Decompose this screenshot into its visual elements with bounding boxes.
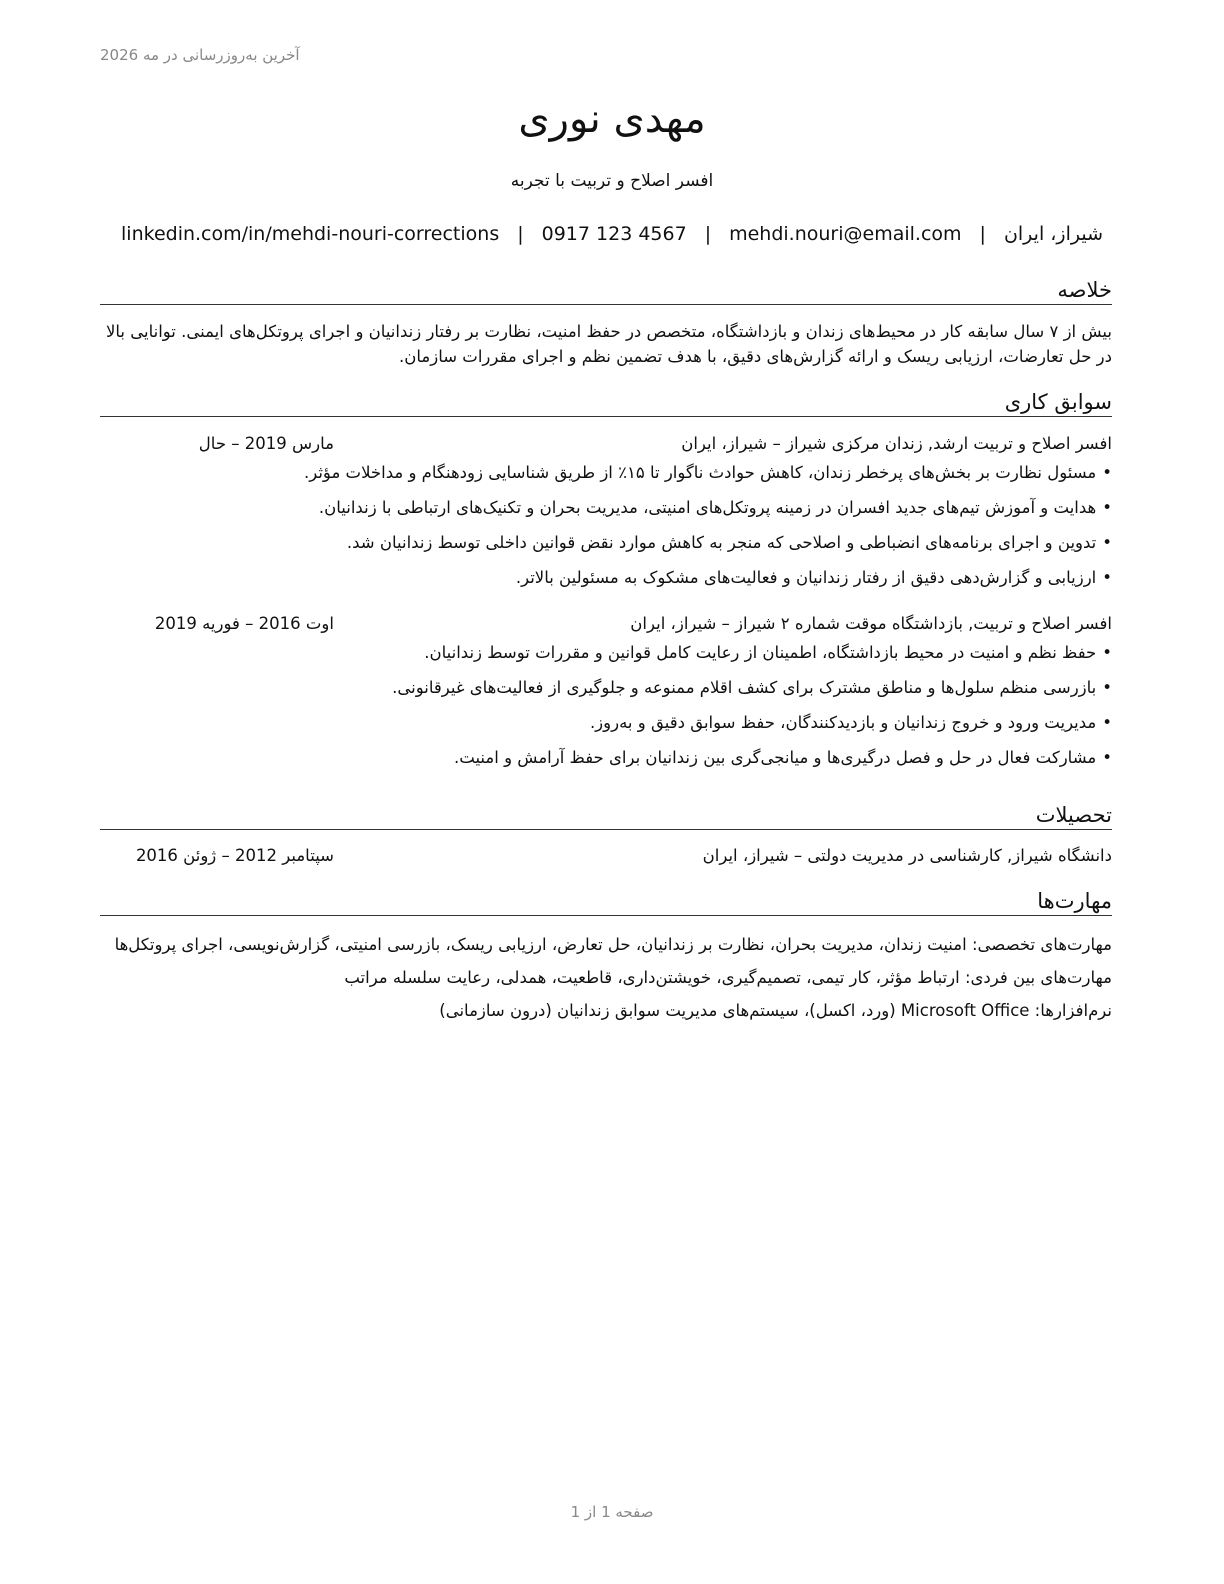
contact-line — [0, 223, 1224, 245]
job-header — [100, 434, 1112, 460]
last-updated: آخرین به‌روزرسانی در مه 2026 — [100, 46, 300, 64]
skill-line: مهارت‌های بین فردی: ارتباط مؤثر، کار تیمی، تصمیم‌گیری، خویشتن‌داری، قاطعیت، همدلی، رعایت سلسله مراتب — [344, 968, 1112, 987]
summary-section — [100, 276, 1112, 369]
job-entry — [100, 614, 1112, 775]
contact-separator: | — [979, 223, 986, 245]
job-dates: مارس 2019 – حال — [198, 434, 334, 453]
contact-separator: | — [517, 223, 524, 245]
contact-location: شیراز، ایران — [1003, 223, 1103, 245]
education-heading: تحصیلات — [100, 801, 1112, 830]
experience-section — [100, 388, 1112, 775]
job-bullets — [100, 635, 1112, 775]
job-bullet: • مدیریت ورود و خروج زندانیان و بازدیدکنندگان، حفظ سوابق دقیق و به‌روز. — [100, 705, 1112, 740]
skill-line: مهارت‌های تخصصی: امنیت زندان، مدیریت بحران، نظارت بر زندانیان، حل تعارض، ارزیابی ریسک، بازرسی امنیتی، گزارش‌نویسی، اجرای پروتکل‌ها — [114, 935, 1112, 954]
experience-heading: سوابق کاری — [100, 388, 1112, 417]
job-title: افسر اصلاح و تربیت, بازداشتگاه موقت شماره ۲ شیراز – شیراز، ایران — [630, 614, 1112, 633]
page-number: صفحه 1 از 1 — [570, 1503, 654, 1521]
contact-phone[interactable]: 0917 123 4567 — [541, 223, 687, 245]
contact-email[interactable]: mehdi.nouri@email.com — [729, 223, 962, 245]
job-header — [100, 614, 1112, 640]
education-institution: دانشگاه شیراز, کارشناسی در مدیریت دولتی – شیراز، ایران — [702, 846, 1112, 865]
job-bullet: • مشارکت فعال در حل و فصل درگیری‌ها و میانجی‌گری بین زندانیان برای حفظ آرامش و امنیت. — [100, 740, 1112, 775]
contact-linkedin[interactable]: linkedin.com/in/mehdi-nouri-corrections — [121, 223, 500, 245]
education-entry — [100, 846, 1112, 872]
job-bullet: • حفظ نظم و امنیت در محیط بازداشتگاه، اطمینان از رعایت کامل قوانین و مقررات توسط زندانیان. — [100, 635, 1112, 670]
job-bullet: • تدوین و اجرای برنامه‌های انضباطی و اصلاحی که منجر به کاهش موارد نقض قوانین داخلی توسط زندانیان شد. — [100, 525, 1112, 560]
contact-separator: | — [704, 223, 712, 245]
job-entry — [100, 434, 1112, 595]
job-dates: اوت 2016 – فوریه 2019 — [154, 614, 334, 633]
job-bullet: • هدایت و آموزش تیم‌های جدید افسران در زمینه پروتکل‌های امنیتی، مدیریت بحران و تکنیک‌های ارتباطی با زندانیان. — [100, 490, 1112, 525]
job-title: افسر اصلاح و تربیت ارشد, زندان مرکزی شیراز – شیراز، ایران — [681, 434, 1112, 453]
summary-heading: خلاصه — [100, 276, 1112, 305]
skill-line: نرم‌افزارها: Microsoft Office (ورد، اکسل)، سیستم‌های مدیریت سوابق زندانیان (درون سازمانی) — [439, 1001, 1112, 1020]
job-bullet: • بازرسی منظم سلول‌ها و مناطق مشترک برای کشف اقلام ممنوعه و جلوگیری از فعالیت‌های غیرقانونی. — [100, 670, 1112, 705]
job-bullet: • مسئول نظارت بر بخش‌های پرخطر زندان، کاهش حوادث ناگوار تا ۱۵٪ از طریق شناسایی زودهنگام و مداخلات مؤثر. — [100, 455, 1112, 490]
summary-text: بیش از ۷ سال سابقه کار در محیط‌های زندان و بازداشتگاه، متخصص در حفظ امنیت، نظارت بر رفتار زندانیان و اجرای پروتکل‌های ایمنی. توانایی بالا در حل تعارضات، ارزیابی ریسک و ارائه گزارش‌های دقیق، با هدف تضمین نظم و اجرای مقررات سازمان. — [105, 322, 1112, 366]
education-dates: سپتامبر 2012 – ژوئن 2016 — [135, 846, 334, 865]
skills-section — [100, 887, 1112, 1031]
candidate-title: افسر اصلاح و تربیت با تجربه — [510, 171, 714, 191]
job-bullet: • ارزیابی و گزارش‌دهی دقیق از رفتار زندانیان و فعالیت‌های مشکوک به مسئولین بالاتر. — [100, 560, 1112, 595]
job-bullets — [100, 455, 1112, 595]
education-section — [100, 801, 1112, 872]
candidate-name: مهدی نوری — [518, 96, 706, 142]
skills-list — [100, 932, 1112, 1023]
skills-heading: مهارت‌ها — [100, 887, 1112, 916]
